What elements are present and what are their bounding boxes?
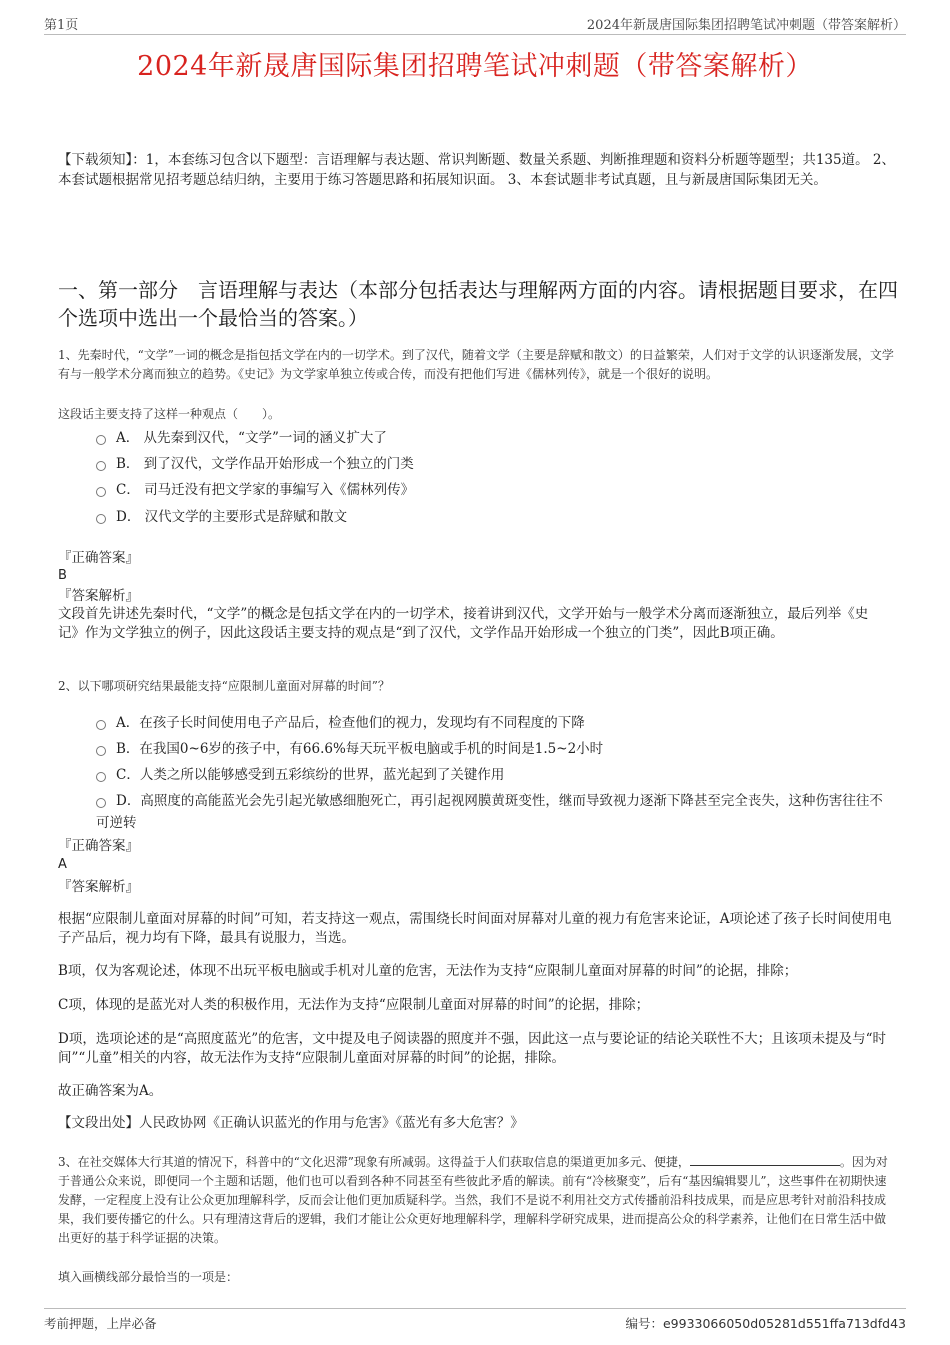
- q1-analysis: 文段首先讲述先秦时代，“文学”的概念是包括文学在内的一切学术，接着讲到汉代，文学开始与一般学术分离而逐渐独立，最后列举《史记》作为文学独立的例子，因此这段话主要支持的观点是“到了汉代，文学作品开始形成一个独立的门类”，因此B项正确。: [58, 606, 869, 641]
- page-title: 2024年新晟唐国际集团招聘笔试冲刺题（带答案解析）: [137, 51, 813, 82]
- q1-option-b[interactable]: [96, 453, 896, 475]
- q2-option-a[interactable]: [96, 712, 896, 734]
- q2-analysis-para: C项，体现的是蓝光对人类的积极作用，无法作为支持“应限制儿童面对屏幕的时间”的论据，排除；: [58, 997, 650, 1013]
- download-notice: 【下载须知】：1，本套练习包含以下题型：言语理解与表达题、常识判断题、数量关系题、判断推理题和资料分析题等题型；共135道。 2、本套试题根据常见招考题总结归纳，主要用于练习答题思路和拓展知识面。 3、本套试题非考试真题，且与新晟唐国际集团无关。: [58, 152, 895, 188]
- q2-answer: A: [58, 857, 67, 872]
- radio-icon[interactable]: [96, 487, 106, 497]
- q2-option-a-label: A．在孩子长时间使用电子产品后，检查他们的视力，发现均有不同程度的下降: [116, 715, 585, 731]
- header-divider: [44, 34, 906, 35]
- q2-answer-label: 『正确答案』: [58, 838, 139, 854]
- q1-option-d[interactable]: [96, 506, 896, 528]
- radio-icon[interactable]: [96, 514, 106, 524]
- footer-divider: [44, 1308, 906, 1309]
- q3-stem-start: 3、在社交媒体大行其道的情况下，科普中的“文化迟滞”现象有所减弱。这得益于人们获取信息的渠道更加多元、便捷，: [58, 1155, 690, 1169]
- q1-option-a-label: A． 从先秦到汉代，“文学”一词的涵义扩大了: [116, 430, 387, 446]
- q2-option-b[interactable]: [96, 738, 896, 760]
- footer-code-label: 编号：: [625, 1316, 663, 1331]
- q2-option-b-label: B．在我国0~6岁的孩子中，有66.6%每天玩平板电脑或手机的时间是1.5~2小时: [116, 741, 604, 757]
- q1-option-c[interactable]: [96, 479, 896, 501]
- q2-analysis-para: 根据“应限制儿童面对屏幕的时间”可知，若支持这一观点，需围绕长时间面对屏幕对儿童的视力有危害来论证，A项论述了孩子长时间使用电子产品后，视力均有下降，最具有说服力，当选。: [58, 911, 892, 946]
- q2-analysis-label: 『答案解析』: [58, 879, 139, 895]
- q2-analysis-para: B项，仅为客观论述，体现不出玩平板电脑或手机对儿童的危害，无法作为支持“应限制儿童面对屏幕的时间”的论据，排除；: [58, 963, 798, 979]
- radio-icon[interactable]: [96, 772, 106, 782]
- q1-prompt: 这段话主要支持了这样一种观点（ ）。: [58, 407, 281, 421]
- q1-option-c-label: C． 司马迁没有把文学家的事编写入《儒林列传》: [116, 482, 415, 498]
- q1-option-a[interactable]: [96, 427, 896, 449]
- header-doc-title: 2024年新晟唐国际集团招聘笔试冲刺题（带答案解析）: [586, 18, 906, 33]
- footer-slogan: 考前押题，上岸必备: [44, 1316, 157, 1331]
- q1-stem: 1、先秦时代，“文学”一词的概念是指包括文学在内的一切学术。到了汉代，随着文学（主要是辞赋和散文）的日益繁荣，人们对于文学的认识逐渐发展，文学有与一般学术分离而独立的趋势。《史记》为文学家单独立传或合传，而没有把他们写进《儒林列传》，就是一个很好的说明。: [58, 348, 894, 381]
- radio-icon[interactable]: [96, 746, 106, 756]
- radio-icon[interactable]: [96, 435, 106, 445]
- q1-option-d-label: D． 汉代文学的主要形式是辞赋和散文: [116, 509, 348, 525]
- q3-blank[interactable]: [690, 1151, 840, 1166]
- q2-stem: 2、以下哪项研究结果最能支持“应限制儿童面对屏幕的时间”？: [58, 679, 390, 693]
- q3-stem: [58, 1151, 894, 1248]
- footer-code-value: e9933066050d05281d551ffa713dfd43: [662, 1316, 906, 1331]
- q1-analysis-label: 『答案解析』: [58, 588, 139, 604]
- q2-option-d-label: D．高照度的高能蓝光会先引起光敏感细胞死亡，再引起视网膜黄斑变性，继而导致视力逐渐下降甚至完全丧失，这种伤害往往不可逆转: [96, 793, 883, 831]
- q2-analysis-para: D项，选项论述的是“高照度蓝光”的危害，文中提及电子阅读器的照度并不强，因此这一点与要论证的结论关联性不大；且该项未提及与“时间”“儿童”相关的内容，故无法作为支持“应限制儿童面对屏幕的时间”的论据，排除。: [58, 1031, 887, 1066]
- q3-prompt: 填入画横线部分最恰当的一项是：: [58, 1270, 239, 1284]
- q1-answer: B: [58, 568, 67, 583]
- radio-icon[interactable]: [96, 798, 106, 808]
- q1-answer-label: 『正确答案』: [58, 550, 139, 566]
- q2-option-c-label: C．人类之所以能够感受到五彩缤纷的世界，蓝光起到了关键作用: [116, 767, 505, 783]
- q2-option-d[interactable]: [96, 790, 896, 834]
- section-heading: 一、第一部分 言语理解与表达（本部分包括表达与理解两方面的内容。请根据题目要求，在四个选项中选出一个最恰当的答案。）: [58, 278, 898, 330]
- q3-stem-rest: 。因为对于普通公众来说，即便同一个主题和话题，他们也可以看到各种不同甚至有些彼此矛盾的解读。前有“冷核聚变”，后有“基因编辑婴儿”，这些事件在初期快速发酵，一定程度上没有让公众更加理解科学，反而会让他们更加质疑科学。当然，我们不是说不利用社交方式传播前沿科技成果，而是应思考针对前沿科技成果，我们要传播它的什么。只有理清这背后的逻辑，我们才能让公众更好地理解科学，理解科学研究成果，进而提高公众的科学素养，让他们在日常生活中做出更好的基于科学证据的决策。: [58, 1155, 888, 1245]
- q2-source: 【文段出处】人民政协网《正确认识蓝光的作用与危害》《蓝光有多大危害？》: [58, 1115, 524, 1131]
- page-number: 第1页: [44, 18, 79, 33]
- radio-icon[interactable]: [96, 720, 106, 730]
- q2-analysis-para: 故正确答案为A。: [58, 1083, 163, 1099]
- q2-option-c[interactable]: [96, 764, 896, 786]
- footer-code: [625, 1314, 906, 1332]
- radio-icon[interactable]: [96, 461, 106, 471]
- q1-option-b-label: B． 到了汉代，文学作品开始形成一个独立的门类: [116, 456, 414, 472]
